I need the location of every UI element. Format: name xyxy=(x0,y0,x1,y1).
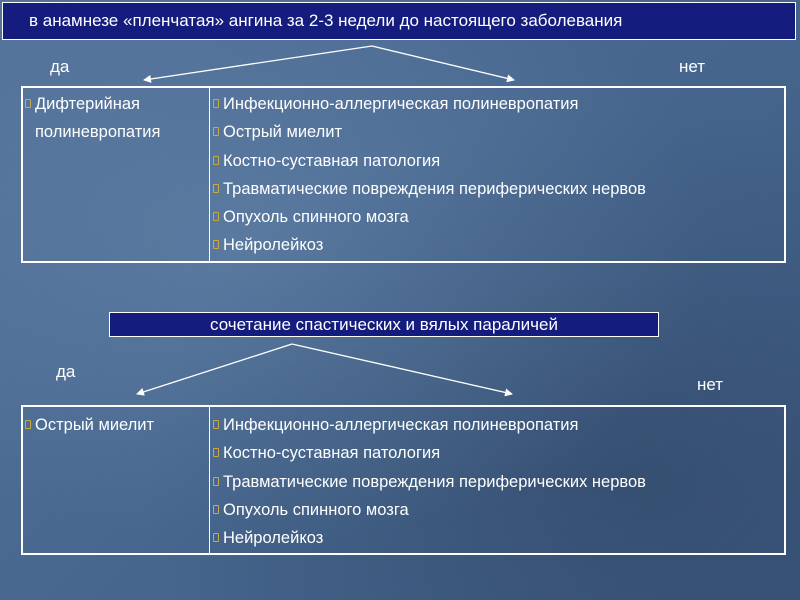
bullet-icon xyxy=(213,477,219,486)
table-divider xyxy=(209,88,210,261)
yes-label-2: да xyxy=(56,362,76,381)
list-item: Нейролейкоз xyxy=(213,231,646,259)
bullet-icon xyxy=(25,420,31,429)
no-label-2: нет xyxy=(697,375,724,394)
arrow-top-no xyxy=(372,46,514,80)
bullet-icon xyxy=(213,156,219,165)
list-item: Острый миелит xyxy=(25,411,154,439)
list-item: Инфекционно-аллергическая полиневропатия xyxy=(213,90,646,118)
bullet-icon xyxy=(213,420,219,429)
bullet-icon xyxy=(25,99,31,108)
list-item: Костно-суставная патология xyxy=(213,147,646,175)
list-item: Опухоль спинного мозга xyxy=(213,203,646,231)
list-item: Травматические повреждения периферических нервов xyxy=(213,468,646,496)
bullet-icon xyxy=(213,127,219,136)
bullet-icon xyxy=(213,505,219,514)
bullet-icon xyxy=(213,448,219,457)
header-title: в анамнезе «пленчатая» ангина за 2-3 недели до настоящего заболевания xyxy=(2,2,796,40)
outcome-table-1 xyxy=(21,86,786,263)
list-item: Опухоль спинного мозга xyxy=(213,496,646,524)
no-label-1: нет xyxy=(679,57,706,76)
bottom-arrows xyxy=(137,344,512,394)
outcome-table-2 xyxy=(21,405,786,555)
no-column-2 xyxy=(213,411,646,552)
bullet-icon xyxy=(213,240,219,249)
yes-column-2 xyxy=(25,411,154,439)
bullet-icon xyxy=(213,184,219,193)
yes-column-1 xyxy=(25,90,205,147)
no-column-1 xyxy=(213,90,646,260)
bullet-icon xyxy=(213,212,219,221)
list-item: Острый миелит xyxy=(213,118,646,146)
list-item: Костно-суставная патология xyxy=(213,439,646,467)
arrow-top-yes xyxy=(144,46,372,80)
middle-title: сочетание спастических и вялых параличей xyxy=(109,312,659,337)
bullet-icon xyxy=(213,533,219,542)
table-divider xyxy=(209,407,210,553)
top-arrows xyxy=(144,46,514,80)
list-item: Нейролейкоз xyxy=(213,524,646,552)
arrow-bottom-yes xyxy=(137,344,292,394)
yes-label-1: да xyxy=(50,57,70,76)
arrow-bottom-no xyxy=(292,344,512,394)
bullet-icon xyxy=(213,99,219,108)
list-item: Дифтерийная полиневропатия xyxy=(25,90,205,147)
list-item: Инфекционно-аллергическая полиневропатия xyxy=(213,411,646,439)
list-item: Травматические повреждения периферических нервов xyxy=(213,175,646,203)
